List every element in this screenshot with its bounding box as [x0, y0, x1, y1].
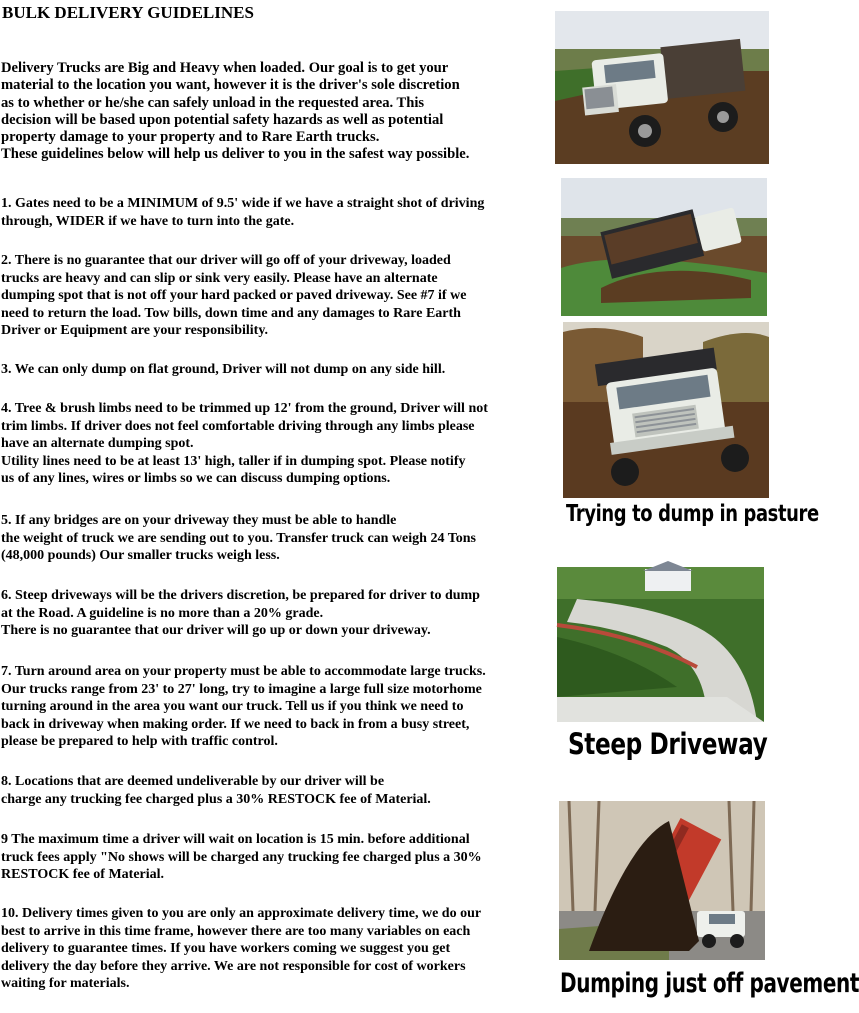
guideline-9-wait-time: 9 The maximum time a driver will wait on location is 15 min. before additional truck fees apply "No shows will be charged any trucking fee charged plus a 30% RESTOCK fee of Material. [1, 832, 482, 883]
steep-driveway-photo [557, 567, 764, 722]
guideline-8-undeliverable: 8. Locations that are deemed undeliverable by our driver will be charge any trucking fee charged plus a 30% RESTOCK fee of Material. [1, 774, 431, 807]
guideline-6-steep-driveways: 6. Steep driveways will be the drivers discretion, be prepared for driver to dump at the Road. A guideline is no more than a 20% grade. There is no guarantee that our driver will go up or down your driveway. [1, 588, 480, 639]
guideline-2-driveway: 2. There is no guarantee that our driver will go off of your driveway, loaded trucks are heavy and can slip or sink very easily. Please have an alternate dumping spot that is not off your hard packed or paved driveway. See #7 if we need to return the load. Tow bills, down time and any damages to Rare Earth Driver or Equipment are your responsibility. [1, 253, 467, 339]
truck-pasture-photo [563, 322, 769, 498]
guideline-3-flat-ground: 3. We can only dump on flat ground, Driver will not dump on any side hill. [1, 362, 446, 377]
page-title: BULK DELIVERY GUIDELINES [2, 3, 254, 22]
guideline-1-gates: 1. Gates need to be a MINIMUM of 9.5' wide if we have a straight shot of driving through, WIDER if we have to turn into the gate. [1, 196, 485, 229]
caption-steep-driveway: Steep Driveway [568, 727, 768, 761]
guideline-10-delivery-times: 10. Delivery times given to you are only an approximate delivery time, we do our best to arrive in this time frame, however there are too many variables on each delivery to guarantee times. If you have workers coming we suggest you get delivery the day before they arrive. We are not responsible for cost of workers waiting for materials. [1, 906, 482, 992]
truck-stuck-photo [555, 11, 769, 164]
intro-paragraph: Delivery Trucks are Big and Heavy when loaded. Our goal is to get your material to the location you want, however it is the driver's sole discretion as to whether or he/she can safely unload in the requested area. This decision will be based upon potential safety hazards as well as potential property damage to your property and to Rare Earth trucks. These guidelines below will help us deliver to you in the safest way possible. [1, 60, 470, 163]
dumping-off-pavement-photo [559, 801, 765, 960]
caption-pavement: Dumping just off pavement [560, 968, 859, 999]
guideline-4-limbs-lines: 4. Tree & brush limbs need to be trimmed up 12' from the ground, Driver will not trim limbs. If driver does not feel comfortable driving through any limbs please have an alternate dumping spot. Utility lines need to be at least 13' high, taller if in dumping spot. Please notify us of any lines, wires or limbs so we can discuss dumping options. [1, 401, 488, 487]
guideline-5-bridges: 5. If any bridges are on your driveway they must be able to handle the weight of truck we are sending out to you. Transfer truck can weigh 24 Tons (48,000 pounds) Our smaller trucks weigh less. [1, 513, 476, 564]
guideline-7-turn-around: 7. Turn around area on your property must be able to accommodate large trucks. Our trucks range from 23' to 27' long, try to imagine a large full size motorhome turning around in the area you want our truck. Tell us if you think we need to back in driveway when making order. If we need to back in from a busy street, please be prepared to help with traffic control. [1, 664, 486, 750]
caption-pasture: Trying to dump in pasture [566, 501, 819, 527]
truck-sunk-photo [561, 178, 767, 316]
